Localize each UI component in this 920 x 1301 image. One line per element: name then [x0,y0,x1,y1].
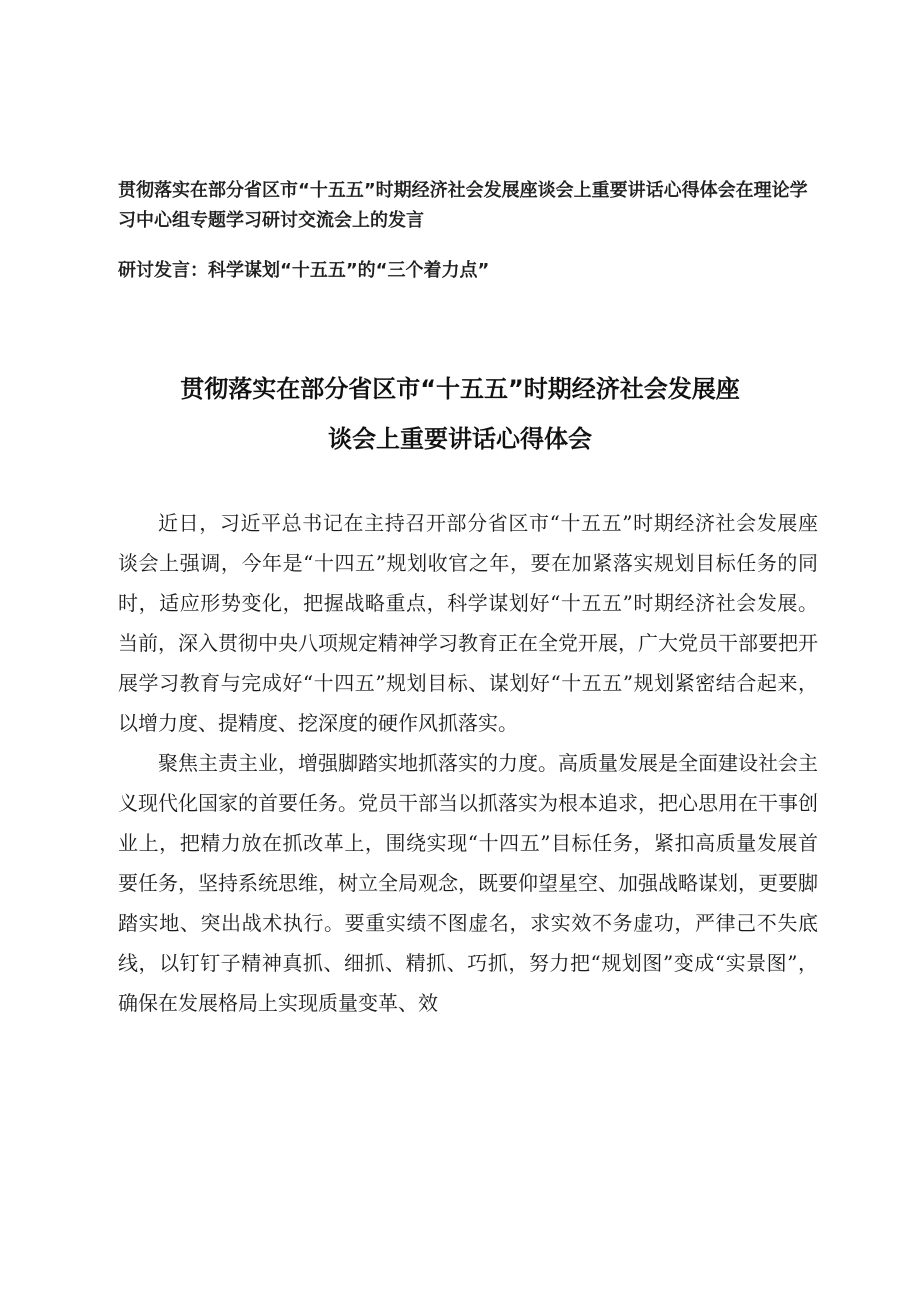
article-title-line-2: 谈会上重要讲话心得体会 [328,425,592,453]
toc-item-1[interactable]: 贯彻落实在部分省区市“十五五”时期经济社会发展座谈会上重要讲话心得体会在理论学习中心组专题学习研讨交流会上的发言 [118,180,808,231]
article-body [118,503,818,1023]
toc-item-2[interactable]: 研讨发言：科学谋划“十五五”的“三个着力点” [118,260,490,281]
toc-list [118,176,818,306]
article-title-line-1: 贯彻落实在部分省区市“十五五”时期经济社会发展座 [180,375,740,403]
article-paragraph-1: 近日，习近平总书记在主持召开部分省区市“十五五”时期经济社会发展座谈会上强调，今年是“十四五”规划收官之年，要在加紧落实规划目标任务的同时，适应形势变化，把握战略重点，科学谋划好“十五五”时期经济社会发展。当前，深入贯彻中央八项规定精神学习教育正在全党开展，广大党员干部要把开展学习教育与完成好“十四五”规划目标、谋划好“十五五”规划紧密结合起来，以增力度、提精度、挖深度的硬作风抓落实。 [118,511,818,735]
article-paragraph-2: 聚焦主责主业，增强脚踏实地抓落实的力度。高质量发展是全面建设社会主义现代化国家的首要任务。党员干部当以抓落实为根本追求，把心思用在干事创业上，把精力放在抓改革上，围绕实现“十四五”目标任务，紧扣高质量发展首要任务，坚持系统思维，树立全局观念，既要仰望星空、加强战略谋划，更要脚踏实地、突出战术执行。要重实绩不图虚名，求实效不务虚功，严律己不失底线，以钉钉子精神真抓、细抓、精抓、巧抓，努力把“规划图”变成“实景图”，确保在发展格局上实现质量变革、效 [118,751,818,1015]
article-title [110,364,810,464]
